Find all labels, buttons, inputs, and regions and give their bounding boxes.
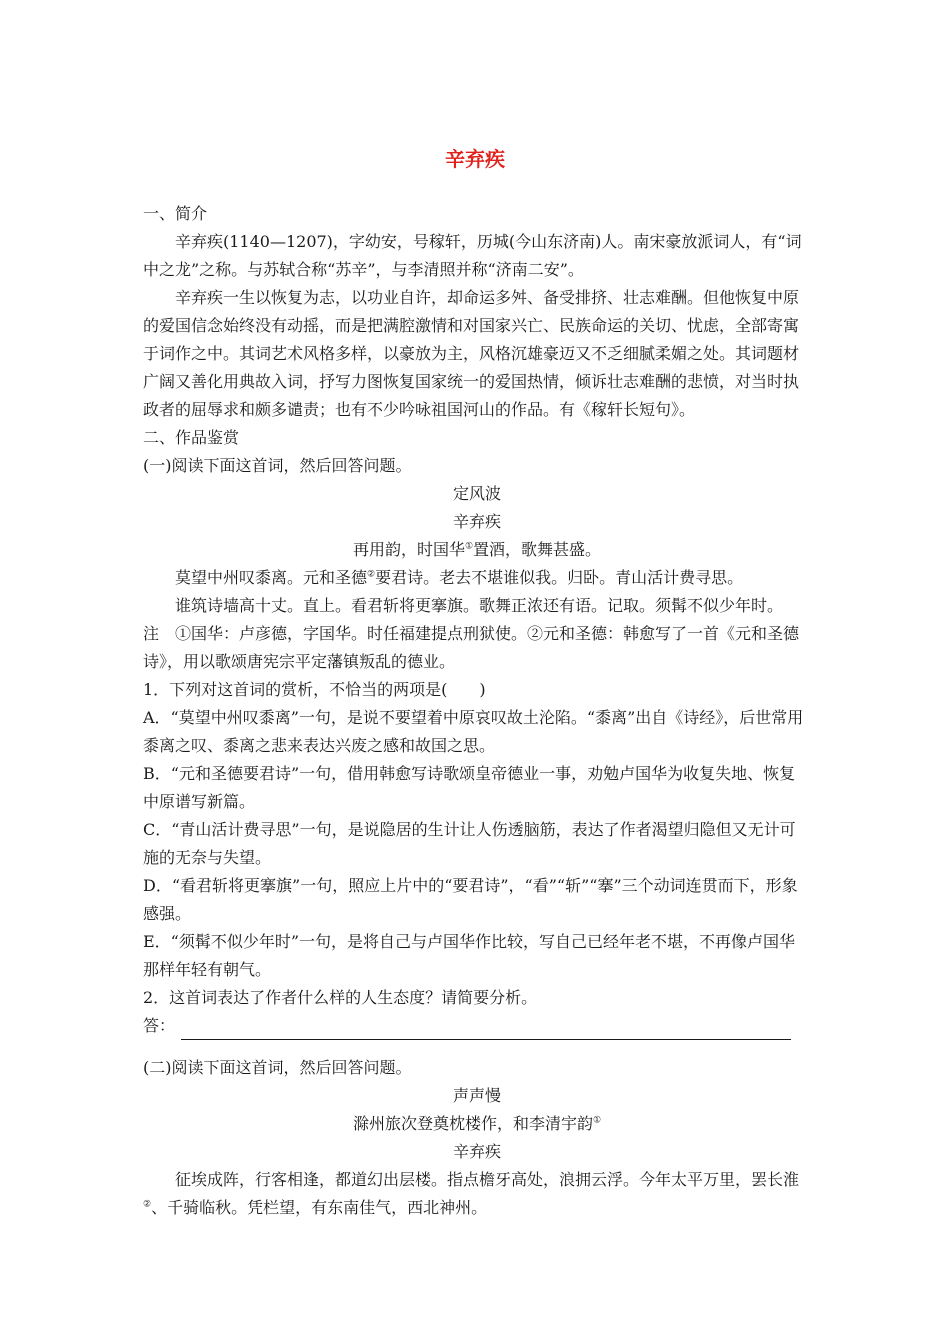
answer-row: [143, 1012, 811, 1040]
section-heading-intro: 一、简介: [143, 204, 208, 223]
section-heading-appreciation: 二、作品鉴赏: [143, 428, 240, 447]
poem-text: 莫望中州叹黍离。元和圣德: [175, 568, 368, 587]
poem1-preface: [143, 536, 811, 564]
poem1-notes: 注 ①国华：卢彦德，字国华。时任福建提点刑狱使。②元和圣德：韩愈写了一首《元和圣德诗》，用以歌颂唐宪宗平定藩镇叛乱的德业。: [143, 624, 800, 671]
footnote-marker: ①: [464, 541, 474, 552]
answer-label: 答：: [143, 1016, 176, 1035]
poem2-line-1: [143, 1166, 811, 1222]
question-1: 1．下列对这首词的赏析，不恰当的两项是( ): [143, 680, 486, 699]
intro-paragraph-1: 辛弃疾(1140—1207)，字幼安，号稼轩，历城(今山东济南)人。南宋豪放派词人，有“词中之龙”之称。与苏轼合称“苏辛”，与李清照并称“济南二安”。: [143, 232, 802, 279]
part2-intro: (二)阅读下面这首词，然后回答问题。: [143, 1058, 412, 1077]
poem1-author: 辛弃疾: [452, 512, 501, 531]
option-b: B．“元和圣德要君诗”一句，借用韩愈写诗歌颂皇帝德业一事，劝勉卢国华为收复失地、恢复中原谱写新篇。: [143, 764, 796, 811]
footnote-marker: ①: [592, 1115, 602, 1126]
footnote-marker: ②: [143, 1199, 152, 1210]
question-2: 2．这首词表达了作者什么样的人生态度？请简要分析。: [143, 988, 538, 1007]
poem1-title: 定风波: [452, 484, 501, 503]
preface-text: 置酒，歌舞甚盛。: [473, 540, 602, 559]
poem1-line-1: [143, 564, 811, 592]
poem-text: 、千骑临秋。凭栏望，有东南佳气，西北神州。: [151, 1198, 488, 1217]
subtitle-text: 滁州旅次登奠枕楼作，和李清宇韵: [352, 1114, 593, 1133]
part1-intro: (一)阅读下面这首词，然后回答问题。: [143, 456, 412, 475]
option-e: E．“须髯不似少年时”一句，是将自己与卢国华作比较，写自己已经年老不堪，不再像卢国华那样年轻有朝气。: [143, 932, 796, 979]
footnote-marker: ②: [367, 569, 376, 580]
poem2-author: 辛弃疾: [452, 1142, 501, 1161]
poem2-subtitle: [143, 1110, 811, 1138]
poem-text: 要君诗。老去不堪谁似我。归卧。青山活计费寻思。: [375, 568, 744, 587]
poem2-title: 声声慢: [452, 1086, 501, 1105]
intro-section: [143, 200, 811, 1040]
option-d: D．“看君斩将更搴旗”一句，照应上片中的“要君诗”，“看”“斩”“搴”三个动词连贯而下，形象感强。: [143, 876, 798, 923]
part2-section: [143, 1054, 811, 1222]
answer-line[interactable]: [181, 1019, 791, 1040]
intro-paragraph-2: 辛弃疾一生以恢复为志，以功业自许，却命运多舛、备受排挤、壮志难酬。但他恢复中原的爱国信念始终没有动摇，而是把满腔激情和对国家兴亡、民族命运的关切、忧虑，全部寄寓于词作之中。其词艺术风格多样，以豪放为主，风格沉雄豪迈又不乏细腻柔媚之处。其词题材广阔又善化用典故入词，抒写力图恢复国家统一的爱国热情，倾诉壮志难酬的悲愤，对当时执政者的屈辱求和颇多谴责；也有不少吟咏祖国河山的作品。有《稼轩长短句》。: [143, 288, 800, 419]
preface-text: 再用韵，时国华: [352, 540, 465, 559]
option-c: C．“青山活计费寻思”一句，是说隐居的生计让人伤透脑筋，表达了作者渴望归隐但又无计可施的无奈与失望。: [143, 820, 796, 867]
page-title: 辛弃疾: [445, 147, 505, 171]
option-a: A．“莫望中州叹黍离”一句，是说不要望着中原哀叹故土沦陷。“黍离”出自《诗经》，后世常用黍离之叹、黍离之悲来表达兴废之感和故国之思。: [143, 708, 804, 755]
poem1-line-2: 谁筑诗墙高十丈。直上。看君斩将更搴旗。歌舞正浓还有语。记取。须髯不似少年时。: [175, 596, 784, 615]
poem-text: 征埃成阵，行客相逢，都道幻出层楼。指点檐牙高处，浪拥云浮。今年太平万里，罢长淮: [175, 1170, 800, 1189]
